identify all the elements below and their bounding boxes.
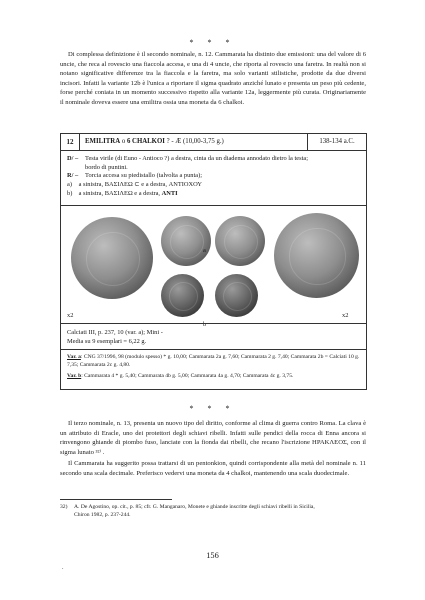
magnification-left: x2 [67, 312, 74, 319]
entry-header [61, 134, 366, 151]
paragraph-cammarata [60, 459, 366, 478]
calciati-reference: Calciati III, p. 237, 10 (var. a); Mini - [67, 329, 163, 336]
footnote-line1: A. De Agostino, op. cit., p. 85; cfr. G. Manganaro, Monete e ghiande inscritte degli schiavi ribelli in Sicilia, [74, 504, 315, 510]
obverse-text: Testa virile (di Euno - Antioco ?) a destra, cinta da un diadema annodato dietro la testa; [85, 155, 308, 162]
footnote [60, 503, 366, 519]
reference-block [67, 328, 163, 346]
reverse-variant-b-letter: b) [67, 189, 73, 197]
coin-reverse-enlarged-photo [274, 213, 359, 298]
average-weight: Media su 9 esemplari = 6,22 g. [67, 338, 147, 345]
entry-title [85, 134, 224, 150]
section-divider-mid: * * * [189, 404, 236, 413]
variant-b-label: Var. b [67, 373, 82, 379]
reverse-variant-a-letter: a) [67, 181, 72, 189]
reference-divider [61, 349, 366, 350]
footnote-marker: 32) [60, 504, 68, 510]
entry-title-metal-weight: ? - Æ (10,00-3,75 g.) [166, 138, 224, 145]
page-number: 156 [206, 551, 219, 560]
reverse-variant-a-text: a sinistra, ΒΑΣΙΛΕΩ ⊂ e a destra, ΑΝΤΙΟΧΟΥ [78, 181, 202, 189]
reverse-variant-b-legend: ΑΝΤΙ [161, 189, 178, 197]
entry-date: 138-134 a.C. [307, 134, 366, 150]
variant-a-label: Var. a [67, 354, 81, 360]
entry-title-denomination: EMILITRA [85, 138, 121, 145]
coin-a-reverse-photo [215, 216, 265, 266]
paragraph-cammarata-text: Il Cammarata ha suggerito possa trattarsi di un pentonkion, quindi corrispondente alla metà del nominale n. 11 secondo una scala decimale. Preferisco vedervi una moneta da 4 chalkoi, mantenendo una scala duodecimale. [60, 460, 366, 477]
entry-title-denomination-alt: 6 CHALKOI [126, 138, 165, 145]
footnote-rule [60, 499, 172, 500]
obverse-text-cont: bordo di puntini. [85, 163, 128, 171]
coin-b-reverse-photo [215, 274, 258, 317]
reverse-label: R/ – [67, 172, 79, 180]
bottom-mark: . [62, 565, 64, 571]
magnification-right: x2 [342, 312, 349, 319]
paragraph-third-denomination-text: Il terzo nominale, n. 13, presenta un nuovo tipo del diritto, conforme al clima di guerra contro Roma. La clava è un attributo di Eracle, uno dei protettori degli schiavi ribelli. Infatti sulle pendici della rocca di Enna ancora si rinvengono ghiande di piombo fuso, lanciate con la fionda dai ribelli, che recano l'iscrizione ΗΡΑΚΛΕΟΣ, con il sigma lunato ³²⁾ . [60, 420, 366, 456]
coin-b-label: b [203, 321, 207, 328]
entry-title-conj: o [121, 138, 126, 145]
section-divider-top: * * * [189, 38, 236, 47]
intro-paragraph [60, 50, 366, 108]
entry-number: 12 [61, 134, 80, 150]
coin-b-obverse-photo [161, 274, 204, 317]
photo-divider [61, 323, 366, 324]
coin-a-obverse-photo [161, 216, 211, 266]
coin-obverse-enlarged-photo [71, 217, 153, 299]
intro-text: Di complessa definizione è il secondo nominale, n. 12. Cammarata ha distinto due emissioni: una del valore di 6 uncie, che reca al rovescio una fiaccola accesa, e una di 4 uncie, che riporta al rovescio una faretra. In realtà non si notano significative differenze tra la fiaccola e la faretra, ma solo varianti stilistiche, prodotte da due diversi incisori. Infatti la variante 12b è l'unica a riportare il sigma quadrato anziché lunato e presenta un peso più cedente, forse perché coniata in un momento successivo rispetto alla variante 12a, leggermente più curata. Originariamente il nominale doveva essere una emilitra ossia una moneta da 6 chalkoi. [60, 51, 366, 106]
variants-block [67, 353, 361, 380]
footnote-line2: Chiron 1982, p. 237-244. [74, 512, 131, 518]
coin-description [67, 155, 361, 199]
variant-a-list: : CNG 37/1996, 98 (modulo spesso) * g. 10,00; Cammarata 2a g. 7,60; Cammarata 2 g. 7,40; Cammarata 2b = Calciati 10 g. 7,35; Cammarata 2c g. 4,80. [67, 354, 360, 368]
coin-catalog-entry [60, 133, 367, 390]
obverse-label: D/ – [67, 155, 79, 162]
description-divider [61, 205, 366, 206]
variant-b-list: : Cammarata 4 * g. 5,40; Cammarata 4b g. 5,00; Cammarata 4a g. 4,70; Cammarata 4c g. 3,75. [81, 373, 294, 379]
coin-a-label: a [203, 247, 206, 254]
paragraph-third-denomination [60, 419, 366, 457]
reverse-text: Torcia accesa su piedistallo (talvolta a punta); [85, 172, 203, 180]
reverse-variant-b-text: a sinistra, ΒΑΣΙΛΕΩ e a destra, [78, 189, 161, 197]
